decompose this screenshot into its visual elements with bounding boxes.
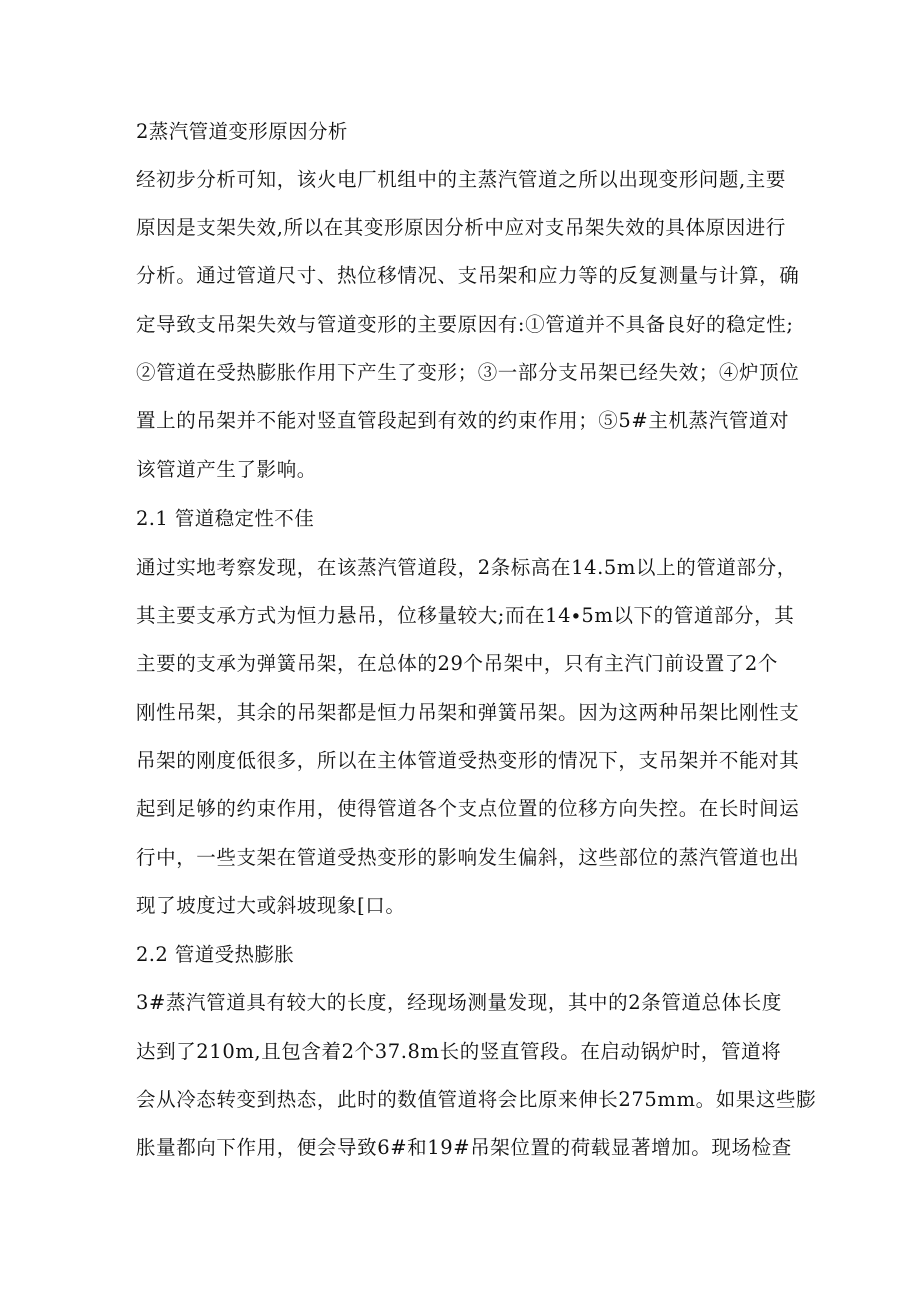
paragraph-line: 置上的吊架并不能对竖直管段起到有效的约束作用；⑤5#主机蒸汽管道对 [136,409,790,432]
section-heading: 2蒸汽管道变形原因分析 [136,120,348,143]
paragraph-line: 通过实地考察发现，在该蒸汽管道段，2条标高在14.5m以上的管道部分， [136,556,797,579]
paragraph-line: 刚性吊架，其余的吊架都是恒力吊架和弹簧吊架。因为这两种吊架比刚性支 [136,701,800,724]
section-heading: 2.1 管道稳定性不佳 [136,507,315,530]
paragraph-line: 起到足够的约束作用，使得管道各个支点位置的位移方向失控。在长时间运 [136,797,800,820]
paragraph-line: 会从冷态转变到热态，此时的数值管道将会比原来伸长275mm。如果这些膨 [136,1088,817,1111]
paragraph-line: 达到了210m,且包含着2个37.8m长的竖直管段。在启动锅炉时，管道将 [136,1040,782,1063]
paragraph-line: 主要的支承为弹簧吊架，在总体的29个吊架中，只有主汽门前设置了2个 [136,652,779,675]
paragraph-line: 分析。通过管道尺寸、热位移情况、支吊架和应力等的反复测量与计算，确 [136,264,800,287]
paragraph-line: 定导致支吊架失效与管道变形的主要原因有:①管道并不具备良好的稳定性; [136,313,794,336]
paragraph-line: 经初步分析可知，该火电厂机组中的主蒸汽管道之所以出现变形问题,主要 [136,168,786,191]
paragraph-line: 3#蒸汽管道具有较大的长度，经现场测量发现，其中的2条管道总体长度 [136,991,782,1014]
paragraph-line: ②管道在受热膨胀作用下产生了变形；③一部分支吊架已经失效；④炉顶位 [136,361,800,384]
paragraph-line: 现了坡度过大或斜坡现象[口。 [136,894,406,917]
paragraph-line: 胀量都向下作用，便会导致6#和19#吊架位置的荷载显著增加。现场检查 [136,1136,792,1159]
paragraph-line: 行中，一些支架在管道受热变形的影响发生偏斜，这些部位的蒸汽管道也出 [136,846,800,869]
paragraph-line: 其主要支承方式为恒力悬吊，位移量较大;而在14∙5m以下的管道部分，其 [136,604,795,627]
paragraph-line: 原因是支架失效,所以在其变形原因分析中应对支吊架失效的具体原因进行 [136,216,786,239]
paragraph-line: 该管道产生了影响。 [136,458,317,481]
section-heading: 2.2 管道受热膨胀 [136,943,295,966]
paragraph-line: 吊架的刚度低很多，所以在主体管道受热变形的情况下，支吊架并不能对其 [136,749,800,772]
